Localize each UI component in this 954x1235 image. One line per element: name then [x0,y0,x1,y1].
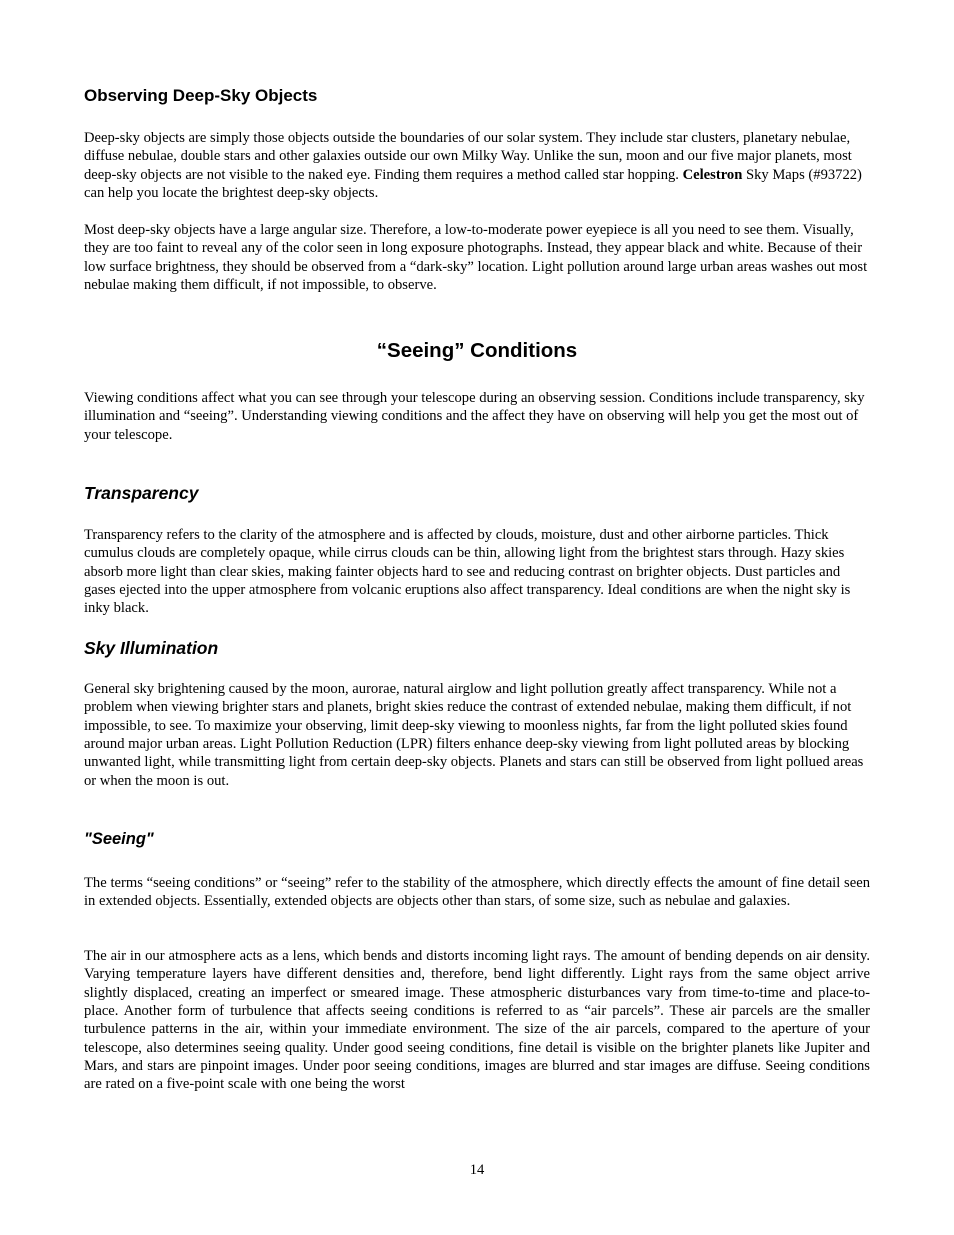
paragraph-deep-sky-intro [84,129,870,202]
paragraph-transparency: Transparency refers to the clarity of the atmosphere and is affected by clouds, moisture, dust and other airborne particles. Thick cumulus clouds are completely opaque, while cirrus clouds can be thin, allowing light from the brightest stars through. Hazy skies absorb more light than clear skies, making fainter objects hard to see and reducing contrast on brighter objects. Dust particles and gases ejected into the upper atmosphere from volcanic eruptions also affect transparency. Ideal conditions are when the night sky is inky black. [84,527,851,617]
page-number: 14 [469,1162,485,1178]
heading-observing-deep-sky: Observing Deep-Sky Objects [84,86,318,105]
heading-seeing-conditions: “Seeing” Conditions [376,339,578,362]
paragraph-deep-sky-intro-tail: Sky Maps (#93722) can help you locate the brightest deep-sky objects. [84,166,862,202]
paragraph-deep-sky-angular-size: Most deep-sky objects have a large angular size. Therefore, a low-to-moderate power eyepiece is all you need to see them. Visually, they are too faint to reveal any of the color seen in long exposure photographs. Instead, they appear black and white. Because of their low surface brightness, they should be observed from a “dark-sky” location. Light pollution around large urban areas washes out most nebulae making them difficult, if not impossible, to observe. [84,222,868,294]
paragraph-viewing-conditions: Viewing conditions affect what you can see through your telescope during an observing session. Conditions include transparency, sky illumination and “seeing”. Understanding viewing conditions and the affect they have on observing will help you get the most out of your telescope. [84,390,865,443]
paragraph-sky-illumination: General sky brightening caused by the moon, aurorae, natural airglow and light pollution greatly affect transparency. While not a problem when viewing brighter stars and planets, bright skies reduce the contrast of extended nebulae, making them difficult, if not impossible, to see. To maximize your observing, limit deep-sky viewing to moonless nights, far from the light polluted skies found around major urban areas. Light Pollution Reduction (LPR) filters enhance deep-sky viewing from light polluted areas by blocking unwanted light, while transmitting light from certain deep-sky objects. Planets and stars can still be observed from light pollued areas or when the moon is out. [84,681,864,789]
paragraph-seeing-definition: The terms “seeing conditions” or “seeing” refer to the stability of the atmosphere, which directly effects the amount of fine detail seen in extended objects. Essentially, extended objects are objects other than stars, of some size, such as nebulae and galaxies. [84,875,870,910]
brand-celestron: Celestron [682,166,743,183]
heading-transparency: Transparency [84,483,199,503]
heading-seeing: "Seeing" [84,830,154,848]
paragraph-deep-sky-intro-text: Deep-sky objects are simply those objects outside the boundaries of our solar system. They include star clusters, planetary nebulae, diffuse nebulae, double stars and other galaxies outside our own Milky Way. Unlike the sun, moon and our five major planets, most deep-sky objects are not visible to the naked eye. Finding them requires a method called star hopping. [84,130,852,183]
heading-sky-illumination: Sky Illumination [84,638,219,658]
paragraph-seeing-atmosphere: The air in our atmosphere acts as a lens, which bends and distorts incoming light rays. The amount of bending depends on air density. Varying temperature layers have different densities and, therefore, bend light differently. Light rays from the same object arrive slightly displaced, creating an imperfect or smeared image. These atmospheric disturbances vary from time-to-time and place-to-place. Another form of turbulence that affects seeing conditions is referred to as “air parcels”. These air parcels are the smaller turbulence patterns in the air, within your immediate environment. The size of the air parcels, compared to the aperture of your telescope, also determines seeing quality. Under good seeing conditions, fine detail is visible on the brighter planets like Jupiter and Mars, and stars are pinpoint images. Under poor seeing conditions, images are blurred and star images are diffuse. Seeing conditions are rated on a five-point scale with one being the worst [84,948,870,1093]
document-page [84,0,870,1235]
